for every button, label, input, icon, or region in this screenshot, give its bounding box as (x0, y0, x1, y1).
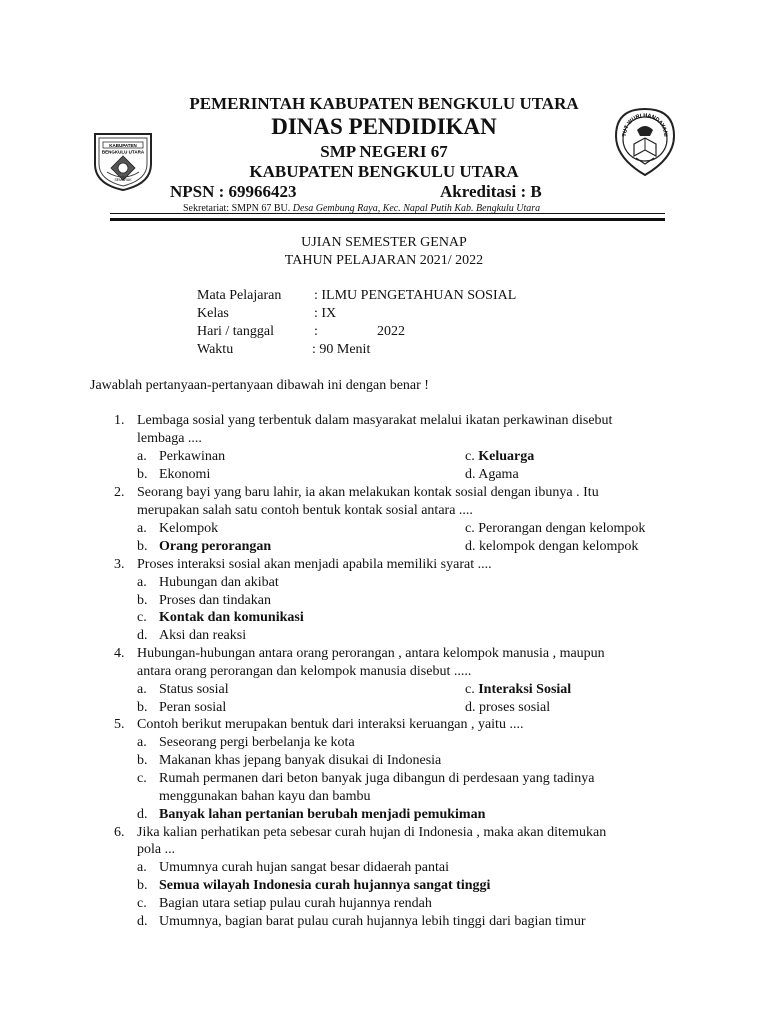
q3-option-a: Hubungan dan akibat (159, 575, 279, 590)
q5-option-a: Seseorang pergi berbelanja ke kota (159, 735, 355, 750)
q3-option-c: Kontak dan komunikasi (159, 610, 304, 625)
q5-text-line1: Contoh berikut merupakan bentuk dari interaksi keruangan , yaitu .... (137, 717, 524, 732)
q1-letter-a: a. (137, 449, 147, 464)
district-heading: KABUPATEN BENGKULU UTARA (249, 162, 519, 181)
q4-text-line2: antara orang perorangan dan kelompok manusia disebut ..... (137, 664, 472, 679)
department-heading: DINAS PENDIDIKAN (271, 114, 497, 139)
q1-option-c-text: Keluarga (478, 449, 535, 464)
q5-option-d: Banyak lahan pertanian berubah menjadi pemukiman (159, 807, 486, 822)
q2-option-a: Kelompok (159, 521, 219, 536)
q3-letter-a: a. (137, 575, 147, 590)
q1-letter-b: b. (137, 467, 148, 482)
svg-text:TUT WURI HANDAYANI: TUT WURI HANDAYANI (621, 112, 669, 137)
q4-option-d: d. proses sosial (465, 700, 551, 715)
q6-text-line2: pola ... (137, 842, 176, 857)
q4-text-line1: Hubungan-hubungan antara orang perorangan , antara kelompok manusia , maupun (137, 646, 605, 661)
q2-text-line1: Seorang bayi yang baru lahir, ia akan melakukan kontak sosial dengan ibunya . Itu (137, 485, 599, 500)
q3-text-line1: Proses interaksi sosial akan menjadi apabila memiliki syarat .... (137, 557, 492, 572)
q5-letter-d: d. (137, 807, 148, 822)
date-label: Hari / tanggal (197, 324, 274, 339)
q1-option-d: d. Agama (465, 467, 519, 482)
q4-letter-b: b. (137, 700, 148, 715)
q5-number: 5. (114, 717, 125, 732)
q3-number: 3. (114, 557, 125, 572)
q4-option-a: Status sosial (159, 682, 229, 697)
q2-number: 2. (114, 485, 125, 500)
q4-letter-c: c. (465, 682, 475, 697)
q2-option-c: c. Perorangan dengan kelompok (465, 521, 646, 536)
q1-option-c (465, 448, 534, 465)
instruction: Jawablah pertanyaan-pertanyaan dibawah ini dengan benar ! (90, 378, 429, 393)
date-colon: : (314, 324, 318, 339)
q4-option-c (465, 681, 571, 698)
school-heading: SMP NEGERI 67 (320, 142, 448, 161)
q3-letter-d: d. (137, 628, 148, 643)
q1-option-b: Ekonomi (159, 467, 211, 482)
q5-letter-c: c. (137, 771, 147, 786)
q6-letter-c: c. (137, 896, 147, 911)
exam-year: TAHUN PELAJARAN 2021/ 2022 (284, 253, 484, 268)
q1-text-line1: Lembaga sosial yang terbentuk dalam masyarakat melalui ikatan perkawinan disebut (137, 413, 613, 428)
q5-option-c-line1: Rumah permanen dari beton banyak juga dibangun di perdesaan yang tadinya (159, 771, 595, 786)
q6-option-b: Semua wilayah Indonesia curah hujannya sangat tinggi (159, 878, 491, 893)
q4-letter-a: a. (137, 682, 147, 697)
q6-text-line1: Jika kalian perhatikan peta sebesar curah hujan di Indonesia , maka akan ditemukan (137, 825, 607, 840)
q4-option-c-text: Interaksi Sosial (478, 682, 572, 697)
svg-text:KABUPATEN: KABUPATEN (109, 143, 137, 148)
q2-letter-b: b. (137, 539, 148, 554)
q6-letter-a: a. (137, 860, 147, 875)
q2-text-line2: merupakan salah satu contoh bentuk kontak sosial antara .... (137, 503, 473, 518)
q2-option-b: Orang perorangan (159, 539, 272, 554)
time-label: Waktu (197, 342, 234, 357)
npsn: NPSN : 69966423 (170, 182, 297, 201)
svg-text:SEMARAK: SEMARAK (114, 178, 132, 182)
q6-option-c: Bagian utara setiap pulau curah hujannya rendah (159, 896, 432, 911)
accreditation: Akreditasi : B (440, 182, 542, 201)
time-value: : 90 Menit (312, 342, 371, 357)
secretariat-prefix: Sekretariat: SMPN 67 BU. (183, 203, 291, 214)
class-label: Kelas (197, 306, 229, 321)
q5-letter-a: a. (137, 735, 147, 750)
q5-option-b: Makanan khas jepang banyak disukai di Indonesia (159, 753, 442, 768)
header-divider-thin (110, 213, 665, 214)
q6-option-a: Umumnya curah hujan sangat besar didaerah pantai (159, 860, 450, 875)
q5-option-c-line2: menggunakan bahan kayu dan bambu (159, 789, 371, 804)
subject-label: Mata Pelajaran (197, 288, 282, 303)
date-value: 2022 (377, 324, 405, 339)
q1-text-line2: lembaga .... (137, 431, 202, 446)
q4-option-b: Peran sosial (159, 700, 227, 715)
secretariat-location: Desa Gembung Raya, Kec. Napal Putih Kab. Bengkulu Utara (290, 203, 541, 214)
q3-letter-c: c. (137, 610, 147, 625)
q1-option-a: Perkawinan (159, 449, 226, 464)
q2-letter-a: a. (137, 521, 147, 536)
q1-number: 1. (114, 413, 125, 428)
q6-number: 6. (114, 825, 125, 840)
class-value: : IX (314, 306, 337, 321)
q1-letter-c: c. (465, 449, 475, 464)
q6-option-d: Umumnya, bagian barat pulau curah hujannya lebih tinggi dari bagian timur (159, 914, 586, 929)
svg-text:BENGKULU UTARA: BENGKULU UTARA (101, 149, 145, 155)
government-heading: PEMERINTAH KABUPATEN BENGKULU UTARA (189, 94, 579, 113)
q3-letter-b: b. (137, 593, 148, 608)
subject-value: : ILMU PENGETAHUAN SOSIAL (314, 288, 517, 303)
q5-letter-b: b. (137, 753, 148, 768)
header-divider-thick (110, 218, 665, 221)
q6-letter-b: b. (137, 878, 148, 893)
q3-option-d: Aksi dan reaksi (159, 628, 247, 643)
q3-option-b: Proses dan tindakan (159, 593, 271, 608)
q4-number: 4. (114, 646, 125, 661)
exam-title: UJIAN SEMESTER GENAP (301, 235, 467, 250)
q2-option-d: d. kelompok dengan kelompok (465, 539, 639, 554)
q6-letter-d: d. (137, 914, 148, 929)
